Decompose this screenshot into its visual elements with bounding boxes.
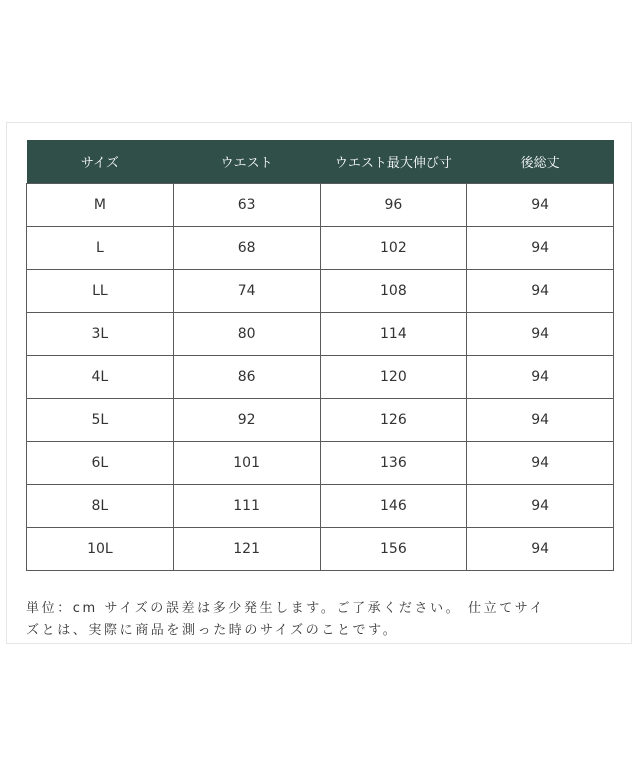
cell-size: LL	[27, 270, 174, 313]
cell-waist-max: 120	[320, 356, 467, 399]
cell-total-length: 94	[467, 485, 614, 528]
cell-waist-max: 156	[320, 528, 467, 571]
size-table	[26, 140, 614, 571]
cell-waist: 101	[173, 442, 320, 485]
cell-waist: 74	[173, 270, 320, 313]
cell-total-length: 94	[467, 399, 614, 442]
cell-waist: 111	[173, 485, 320, 528]
cell-total-length: 94	[467, 356, 614, 399]
measurement-note	[26, 598, 626, 642]
header-total-length: 後総丈	[467, 140, 614, 184]
cell-total-length: 94	[467, 528, 614, 571]
table-row	[27, 227, 614, 270]
cell-waist: 86	[173, 356, 320, 399]
cell-waist-max: 146	[320, 485, 467, 528]
note-line-2: ズとは、実際に商品を測った時のサイズのことです。	[26, 623, 399, 638]
cell-waist-max: 102	[320, 227, 467, 270]
header-waist: ウエスト	[173, 140, 320, 184]
cell-size: 3L	[27, 313, 174, 356]
table-row	[27, 528, 614, 571]
table-row	[27, 442, 614, 485]
cell-waist-max: 108	[320, 270, 467, 313]
cell-size: 4L	[27, 356, 174, 399]
header-size: サイズ	[27, 140, 174, 184]
header-waist-max: ウエスト最大伸び寸	[320, 140, 467, 184]
cell-size: L	[27, 227, 174, 270]
table-row	[27, 485, 614, 528]
table-header-row	[27, 140, 614, 184]
cell-size: 5L	[27, 399, 174, 442]
table-row	[27, 399, 614, 442]
cell-size: 6L	[27, 442, 174, 485]
cell-size: 8L	[27, 485, 174, 528]
cell-waist-max: 126	[320, 399, 467, 442]
cell-waist-max: 114	[320, 313, 467, 356]
table-row	[27, 184, 614, 227]
cell-total-length: 94	[467, 184, 614, 227]
cell-waist: 121	[173, 528, 320, 571]
cell-waist-max: 136	[320, 442, 467, 485]
table-row	[27, 356, 614, 399]
cell-size: M	[27, 184, 174, 227]
cell-waist: 68	[173, 227, 320, 270]
cell-total-length: 94	[467, 227, 614, 270]
cell-total-length: 94	[467, 442, 614, 485]
table-row	[27, 313, 614, 356]
cell-waist: 92	[173, 399, 320, 442]
cell-size: 10L	[27, 528, 174, 571]
cell-waist-max: 96	[320, 184, 467, 227]
note-line-1: 単位：cm サイズの誤差は多少発生します。ご了承ください。 仕立てサイ	[26, 601, 546, 616]
cell-total-length: 94	[467, 313, 614, 356]
cell-waist: 63	[173, 184, 320, 227]
table-row	[27, 270, 614, 313]
cell-waist: 80	[173, 313, 320, 356]
cell-total-length: 94	[467, 270, 614, 313]
